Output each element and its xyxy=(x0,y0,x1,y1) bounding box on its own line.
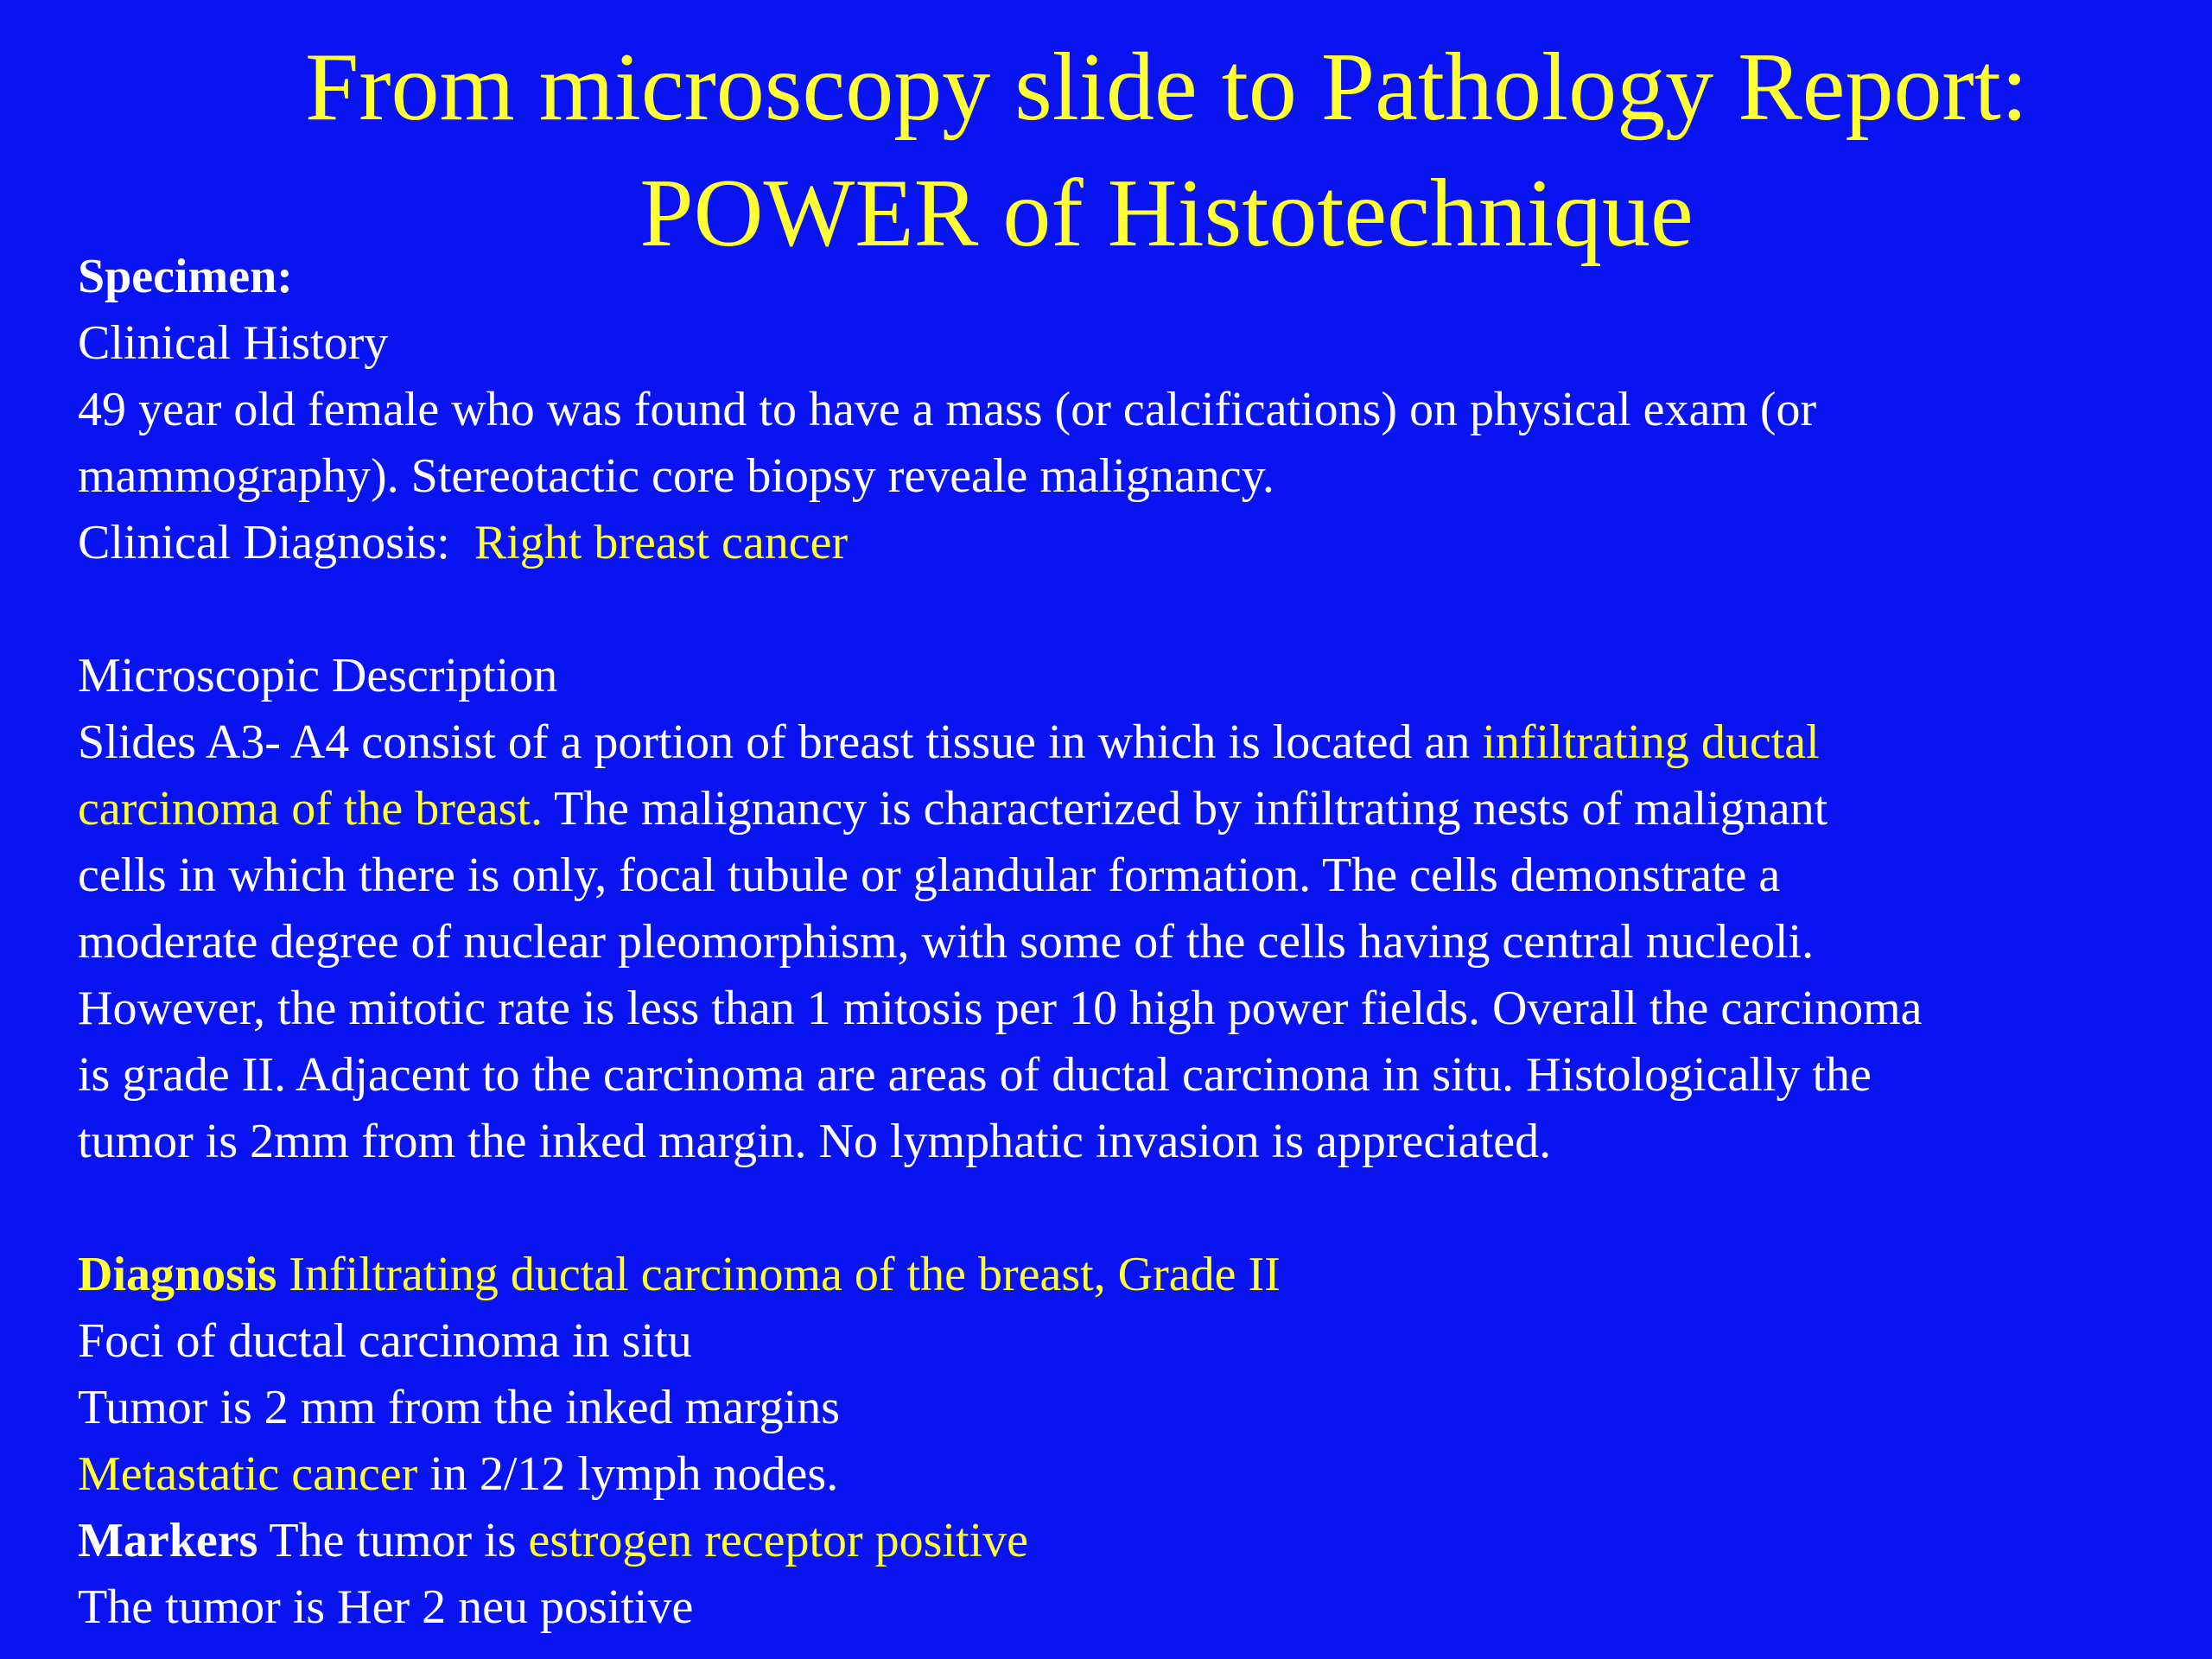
report-body xyxy=(78,244,2195,1641)
micro-line-1-text: Slides A3- A4 consist of a portion of breast tissue in which is located an xyxy=(78,715,1471,769)
micro-line-5: However, the mitotic rate is less than 1 mitosis per 10 high power fields. Overall the carcinoma xyxy=(78,982,1923,1035)
diagnosis-line-3: Tumor is 2 mm from the inked margins xyxy=(78,1381,840,1434)
title-line-2: POWER of Histotechnique xyxy=(639,160,1694,267)
metastatic-cancer-highlight: Metastatic cancer xyxy=(78,1447,418,1501)
lymph-nodes-text: in 2/12 lymph nodes. xyxy=(429,1447,839,1501)
micro-line-3: cells in which there is only, focal tubule or glandular formation. The cells demonstrate a xyxy=(78,849,1781,902)
history-line-2: mammography). Stereotactic core biopsy reveale malignancy. xyxy=(78,449,1274,503)
micro-line-2-highlight: carcinoma of the breast. xyxy=(78,782,543,836)
micro-line-7: tumor is 2mm from the inked margin. No lymphatic invasion is appreciated. xyxy=(78,1115,1552,1168)
microscopic-heading: Microscopic Description xyxy=(78,649,558,702)
spacer xyxy=(78,576,2195,643)
markers-line-2: The tumor is Her 2 neu positive xyxy=(78,1580,694,1634)
slide-title xyxy=(104,24,2212,276)
spacer xyxy=(78,1175,2195,1242)
micro-line-4: moderate degree of nuclear pleomorphism, with some of the cells having central nucleoli. xyxy=(78,915,1815,969)
diagnosis-line xyxy=(78,1242,2195,1308)
markers-label: Markers xyxy=(78,1514,258,1567)
micro-line-2-text: The malignancy is characterized by infiltrating nests of malignant xyxy=(553,782,1828,836)
clinical-diagnosis-label: Clinical Diagnosis: xyxy=(78,516,450,569)
diagnosis-label: Diagnosis xyxy=(78,1248,277,1301)
markers-line xyxy=(78,1508,2195,1574)
diagnosis-line-2: Foci of ductal carcinoma in situ xyxy=(78,1314,692,1368)
micro-line-6: is grade II. Adjacent to the carcinoma are areas of ductal carcinona in situ. Histologically the xyxy=(78,1048,1872,1102)
history-line-1: 49 year old female who was found to have a mass (or calcifications) on physical exam (or xyxy=(78,383,1817,436)
clinical-diagnosis-value: Right breast cancer xyxy=(474,516,849,569)
specimen-label: Specimen: xyxy=(78,250,293,303)
title-line-1: From microscopy slide to Pathology Report: xyxy=(304,34,2029,141)
micro-line-2 xyxy=(78,776,2195,842)
clinical-history-heading: Clinical History xyxy=(78,316,389,370)
markers-text: The tumor is xyxy=(269,1514,517,1567)
estrogen-receptor-highlight: estrogen receptor positive xyxy=(528,1514,1029,1567)
clinical-diagnosis-line xyxy=(78,510,2195,576)
micro-line-1-highlight: infiltrating ductal xyxy=(1482,715,1820,769)
micro-line-1 xyxy=(78,709,2195,776)
diagnosis-value: Infiltrating ductal carcinoma of the breast, Grade II xyxy=(289,1248,1281,1301)
diagnosis-line-4 xyxy=(78,1441,2195,1508)
